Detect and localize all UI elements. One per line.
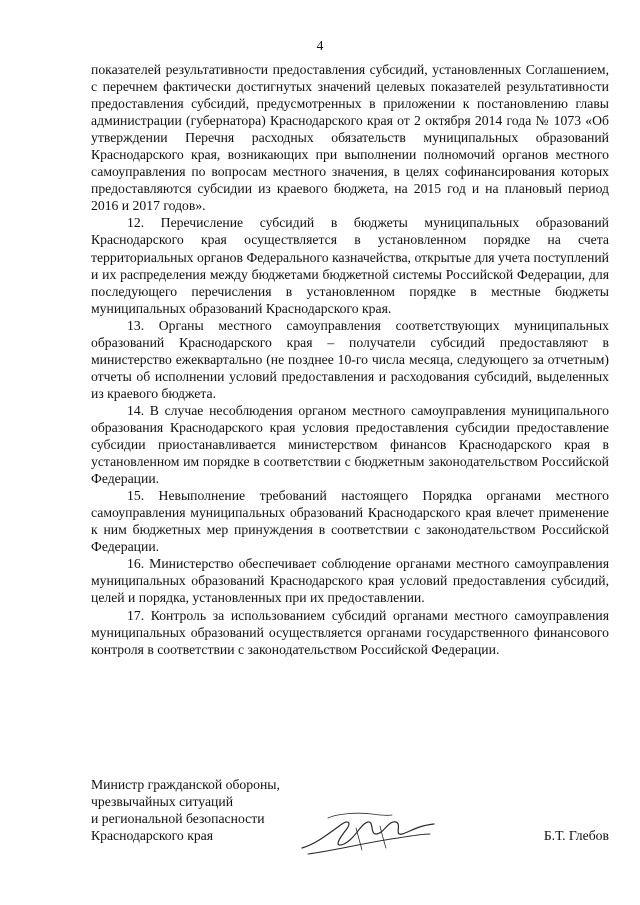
- document-body: [91, 61, 609, 658]
- paragraph-15: 15. Невыполнение требований настоящего Порядка органами местного самоуправления муниципальных образований Краснодарского края влечет применение к ним бюджетных мер принуждения в соответствии с законодательством Российской Федерации.: [91, 488, 609, 555]
- paragraph-11-continuation: показателей результативности предоставления субсидий, установленных Соглашением, с перечнем фактически достигнутых значений целевых показателей результативности предоставления субсидий, предусмотренных в приложении к постановлению главы администрации (губернатора) Краснодарского края от 2 октября 2014 года № 1073 «Об утверждении Перечня расходных обязательств муниципальных образований Краснодарского края, возникающих при выполнении полномочий органов местного самоуправления по вопросам местного значения, в целях софинансирования которых предоставляются субсидии из краевого бюджета, на 2015 год и на плановый период 2016 и 2017 годов».: [91, 62, 609, 214]
- paragraph-16: 16. Министерство обеспечивает соблюдение органами местного самоуправления муниципальных образований Краснодарского края условий предоставления субсидий, целей и порядка, установленных при их предоставлении.: [91, 556, 609, 606]
- signatory-title-line-4: Краснодарского края: [91, 828, 214, 844]
- signatory-name: Б.Т. Глебов: [543, 828, 609, 844]
- signatory-title-line-3: и региональной безопасности: [91, 811, 265, 827]
- page-number: 4: [316, 38, 324, 53]
- signatory-title-line-2: чрезвычайных ситуаций: [91, 794, 234, 810]
- paragraph-13: 13. Органы местного самоуправления соответствующих муниципальных образований Краснодарского края – получатели субсидий предоставляют в министерство ежеквартально (не позднее 10-го числа месяца, следующего за отчетным) отчеты об исполнении условий предоставления и расходования субсидий, выделенных из краевого бюджета.: [91, 317, 609, 401]
- signatory-title-line-1: Министр гражданской обороны,: [91, 777, 280, 792]
- paragraph-14: 14. В случае несоблюдения органом местного самоуправления муниципального образования Краснодарского края условия предоставления субсидии предоставление субсидии приостанавливается министерством финансов Краснодарского края в установленном им порядке в соответствии с бюджетным законодательством Российской Федерации.: [91, 402, 609, 487]
- handwritten-signature: [298, 804, 438, 860]
- paragraph-17: 17. Контроль за использованием субсидий органами местного самоуправления муниципальных образований осуществляется органами государственного финансового контроля в соответствии с законодательством Российской Федерации.: [91, 607, 609, 657]
- paragraph-12: 12. Перечисление субсидий в бюджеты муниципальных образований Краснодарского края осуществляется в установленном порядке на счета территориальных органов Федерального казначейства, открытые для учета поступлений и их распределения между бюджетами бюджетной системы Российской Федерации, для последующего перечисления в установленном порядке в местные бюджеты муниципальных образований Краснодарского края.: [91, 215, 609, 316]
